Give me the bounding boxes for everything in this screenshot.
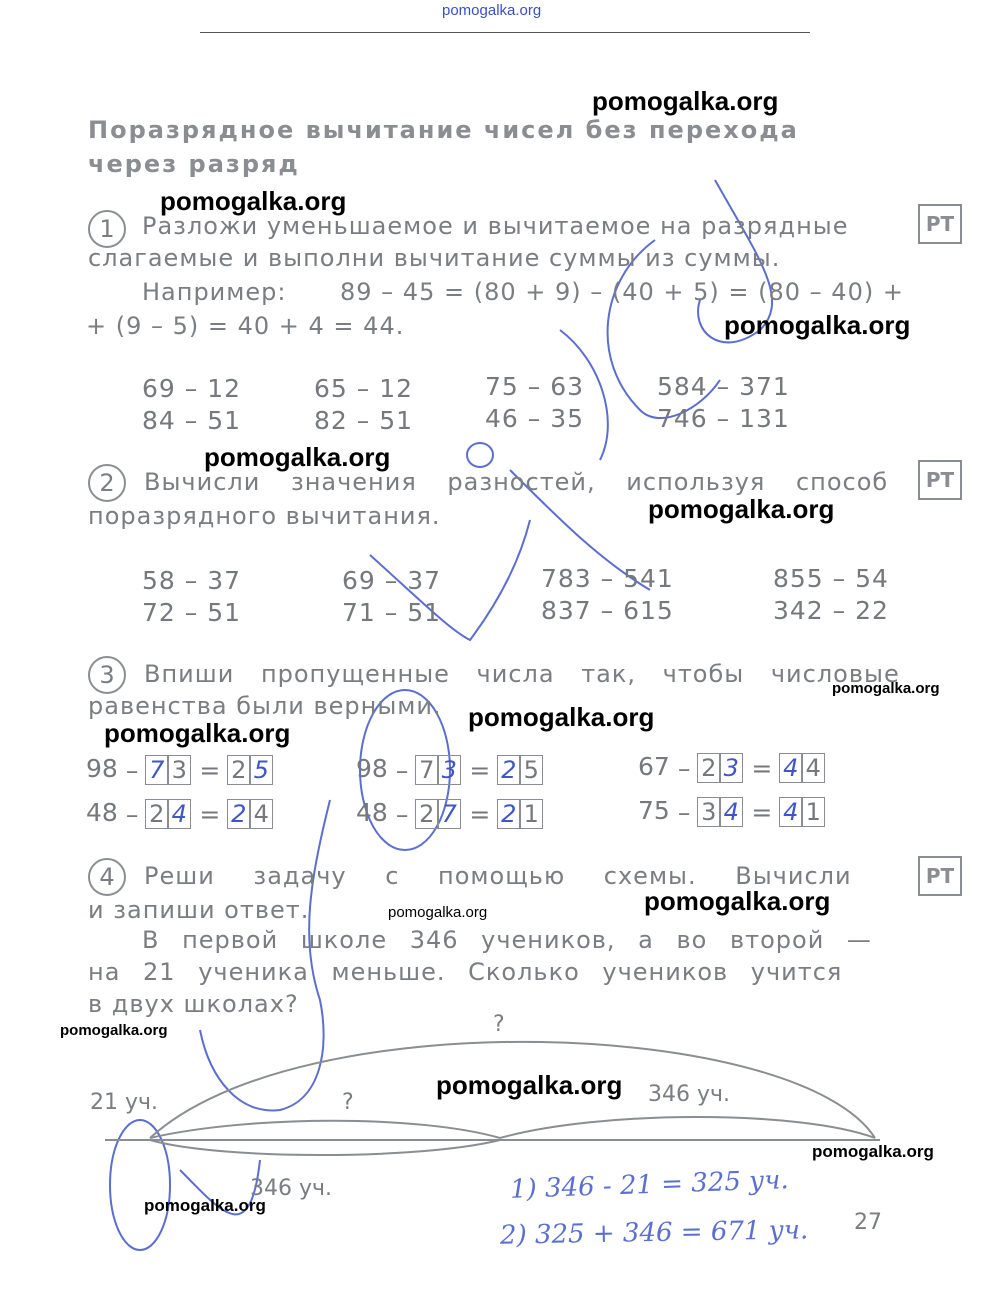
task1-number: 1 — [88, 210, 126, 248]
answer-cell[interactable]: 5 — [249, 755, 273, 785]
watermark[interactable]: pomogalka.org — [388, 904, 488, 921]
answer-cell[interactable]: 7 — [437, 799, 461, 829]
answer-cell[interactable]: 2 — [497, 799, 521, 829]
answer-cell[interactable]: 3 — [719, 753, 743, 783]
solution-step-2: 2) 325 + 346 = 671 уч. — [499, 1215, 809, 1251]
task4-text-2: и запиши ответ. — [88, 896, 310, 924]
task1-example-2: + (9 – 5) = 40 + 4 = 44. — [86, 312, 405, 340]
equation: 98 – 7 3 = 2 5 — [356, 754, 543, 785]
watermark[interactable]: pomogalka.org — [832, 680, 940, 697]
rt-badge: РТ — [918, 460, 962, 500]
solution-step-1: 1) 346 - 21 = 325 уч. — [509, 1165, 790, 1205]
task2-expr: 58 – 37 — [142, 566, 242, 595]
watermark[interactable]: pomogalka.org — [204, 442, 391, 472]
watermark[interactable]: pomogalka.org — [104, 718, 291, 748]
page-title: Поразрядное вычитание чисел без перехода — [88, 116, 799, 144]
task1-example: 89 – 45 = (80 + 9) – (40 + 5) = (80 – 40) + — [340, 278, 904, 306]
watermark[interactable]: pomogalka.org — [144, 1196, 266, 1215]
scheme-bottom-label: 346 уч. — [250, 1176, 332, 1201]
task4-number: 4 — [88, 858, 126, 896]
task2-expr: 69 – 37 — [342, 566, 442, 595]
scheme-mid-arc — [150, 1121, 500, 1138]
task2-expr: 72 – 51 — [142, 598, 242, 627]
task3-text-2: равенства были верными. — [88, 692, 442, 720]
scheme-right-label: 346 уч. — [648, 1082, 730, 1107]
scheme-left-label: 21 уч. — [90, 1090, 158, 1115]
task2-expr: 71 – 51 — [342, 598, 442, 627]
top-watermark[interactable]: pomogalka.org — [442, 2, 542, 19]
answer-cell[interactable]: 4 — [167, 799, 191, 829]
answer-cell[interactable]: 7 — [145, 755, 169, 785]
page-number: 27 — [854, 1210, 882, 1235]
watermark[interactable]: pomogalka.org — [160, 186, 347, 216]
task2-number: 2 — [88, 464, 126, 502]
task1-expr: 82 – 51 — [314, 406, 414, 435]
task3-number: 3 — [88, 656, 126, 694]
task2-text-2: поразрядного вычитания. — [88, 502, 441, 530]
equation: 48 – 2 7 = 2 1 — [356, 798, 543, 829]
watermark[interactable]: pomogalka.org — [592, 86, 779, 116]
answer-cell[interactable]: 4 — [719, 797, 743, 827]
watermark[interactable]: pomogalka.org — [648, 494, 835, 524]
task3-text: Впиши пропущенные числа так, чтобы числовые — [144, 660, 900, 688]
page-title-line2: через разряд — [88, 150, 300, 178]
scheme-right-arc — [500, 1117, 875, 1138]
answer-cell[interactable]: 4 — [779, 753, 803, 783]
task2-expr: 342 – 22 — [773, 596, 889, 625]
answer-cell[interactable]: 2 — [497, 755, 521, 785]
task4-text-5: в двух школах? — [88, 990, 299, 1018]
answer-cell[interactable]: 3 — [437, 755, 461, 785]
watermark[interactable]: pomogalka.org — [436, 1070, 623, 1100]
watermark[interactable]: pomogalka.org — [60, 1022, 168, 1039]
answer-cell[interactable]: 4 — [779, 797, 803, 827]
scheme-bottom-arc — [150, 1140, 500, 1155]
task2-text: Вычисли значения разностей, используя способ — [144, 468, 889, 496]
equation: 75 – 3 4 = 4 1 — [638, 796, 825, 827]
equation: 48 – 2 4 = 2 4 — [86, 798, 273, 829]
equation: 67 – 2 3 = 4 4 — [638, 752, 825, 783]
scribble-circle — [467, 443, 493, 467]
scheme-mid-question: ? — [342, 1090, 354, 1115]
task1-expr: 65 – 12 — [314, 374, 414, 403]
task4-text-4: на 21 ученика меньше. Сколько учеников учится — [88, 958, 843, 986]
task1-text: Разложи уменьшаемое и вычитаемое на разрядные — [142, 212, 849, 240]
rt-badge: РТ — [918, 856, 962, 896]
task4-text: Реши задачу с помощью схемы. Вычисли — [144, 862, 852, 890]
task1-expr: 584 – 371 — [657, 372, 790, 401]
watermark[interactable]: pomogalka.org — [644, 886, 831, 916]
watermark[interactable]: pomogalka.org — [812, 1142, 934, 1161]
scheme-top-question: ? — [493, 1012, 505, 1037]
watermark[interactable]: pomogalka.org — [724, 310, 911, 340]
task1-expr: 75 – 63 — [485, 372, 585, 401]
task1-expr: 46 – 35 — [485, 404, 585, 433]
equation: 98 – 7 3 = 2 5 — [86, 754, 273, 785]
task4-text-3: В первой школе 346 учеников, а во второй — — [142, 926, 872, 954]
task1-example-label: Например: — [142, 278, 287, 306]
answer-cell[interactable]: 2 — [227, 799, 251, 829]
watermark[interactable]: pomogalka.org — [468, 702, 655, 732]
task2-expr: 855 – 54 — [773, 564, 889, 593]
task1-text-2: слагаемые и выполни вычитание суммы из суммы. — [88, 244, 781, 272]
task1-expr: 69 – 12 — [142, 374, 242, 403]
task1-expr: 746 – 131 — [657, 404, 790, 433]
task1-expr: 84 – 51 — [142, 406, 242, 435]
rt-badge: РТ — [918, 204, 962, 244]
task2-expr: 783 – 541 — [541, 564, 674, 593]
top-rule — [200, 32, 810, 33]
task2-expr: 837 – 615 — [541, 596, 674, 625]
